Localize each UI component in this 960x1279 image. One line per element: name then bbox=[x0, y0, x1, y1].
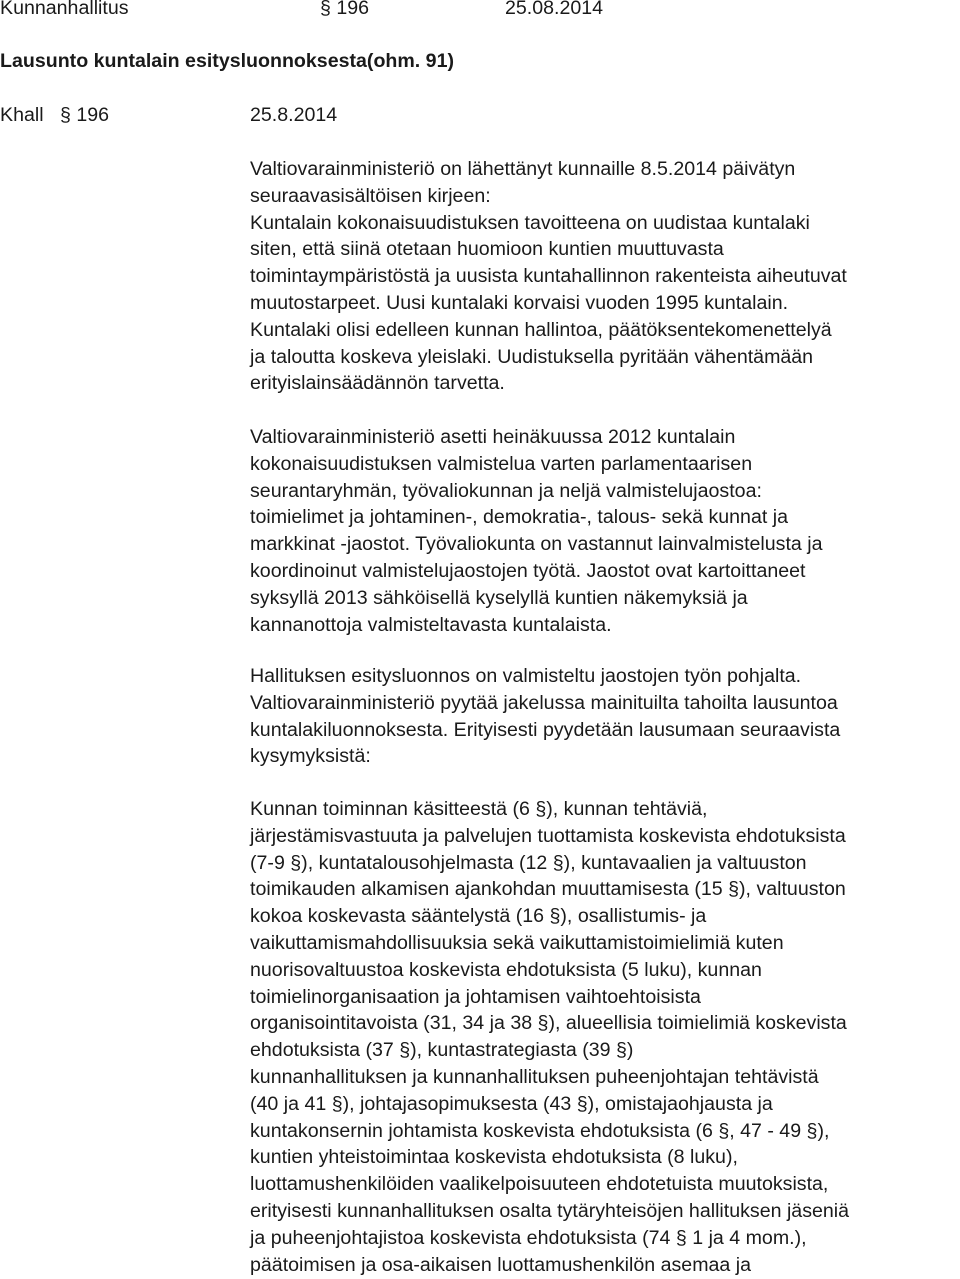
khall-label: Khall bbox=[0, 104, 44, 126]
document-title: Lausunto kuntalain esitysluonnoksesta(ohm. 91) bbox=[0, 50, 455, 72]
header-date: 25.08.2014 bbox=[505, 0, 604, 19]
khall-section: § 196 bbox=[60, 104, 110, 126]
header-section: § 196 bbox=[320, 0, 370, 19]
paragraph-preparation: Valtiovarainministeriö asetti heinäkuussa 2012 kuntalain kokonaisuudistuksen valmistelua varten parlamentaarisen seurantaryhmän, työvaliokunnan ja neljä valmistelujaostoa: toimielimet ja johtaminen-, demokratia-, talous- sekä kunnat ja markkinat -jaostot. Työvaliokunta on vastannut lainvalmistelusta ja koordinoinut valmistelujaostojen työtä. Jaostot ovat kartoittaneet syksyllä 2013 sähköisellä kyselyllä kuntien näkemyksiä ja kannanottoja valmisteltavasta kuntalaista. bbox=[250, 426, 823, 636]
paragraph-questions: Kunnan toiminnan käsitteestä (6 §), kunnan tehtäviä, järjestämisvastuuta ja palvelujen tuottamista koskevista ehdotuksista (7-9 §), kuntatalousohjelmasta (12 §), kuntavaalien ja valtuuston toimikauden alkamisen ajankohdan muuttamisesta (15 §), valtuuston kokoa koskevasta sääntelystä (16 §), osallistumis- ja vaikuttamismahdollisuuksia sekä vaikuttamistoimielimiä kuten nuorisovaltuustoa koskevista ehdotuksista (5 luku), kunnan toimielinorganisaation ja johtamisen vaihtoehtoisista organisointitavoista (31, 34 ja 38 §), alueellisia toimielimiä koskevista ehdotuksista (37 §), kuntastrategiasta (39 §) kunnanhallituksen ja kunnanhallituksen puheenjohtajan tehtävistä (40 ja 41 §), johtajasopimuksesta (43 §), omistajaohjausta ja kuntakonsernin johtamista koskevista ehdotuksista (6 §, 47 - 49 §), kuntien yhteistoimintaa koskevista ehdotuksista (8 luku), luottamushenkilöiden vaalikelpoisuuteen ehdotetuista muutoksista, erityisesti kunnanhallituksen osalta tytäryhteisöjen hallituksen jäseniä ja puheenjohtajistoa koskevista ehdotuksista (74 § 1 ja 4 mom.), päätoimisen ja osa-aikaisen luottamushenkilön asemaa ja bbox=[250, 798, 850, 1276]
paragraph-request: Hallituksen esitysluonnos on valmisteltu jaostojen työn pohjalta. Valtiovarainministeriö pyytää jakelussa mainituilta tahoilta lausuntoa kuntalakiluonnoksesta. Erityisesti pyydetään lausumaan seuraavista kysymyksistä: bbox=[250, 665, 841, 768]
paragraph-ministry-letter: Valtiovarainministeriö on lähettänyt kunnaille 8.5.2014 päivätyn seuraavasisältöisen kirjeen: Kuntalain kokonaisuudistuksen tavoitteena on uudistaa kuntalaki siten, että siinä otetaan huomioon kuntien muuttuvasta toimintaympäristöstä ja uusista kuntahallinnon rakenteista aiheutuvat muutostarpeet. Uusi kuntalaki korvaisi vuoden 1995 kuntalain. Kuntalaki olisi edelleen kunnan hallintoa, päätöksentekomenettelyä ja taloutta koskeva yleislaki. Uudistuksella pyritään vähentämään erityislainsäädännön tarvetta. bbox=[250, 158, 847, 395]
khall-date: 25.8.2014 bbox=[250, 104, 338, 126]
header-organ: Kunnanhallitus bbox=[0, 0, 129, 19]
